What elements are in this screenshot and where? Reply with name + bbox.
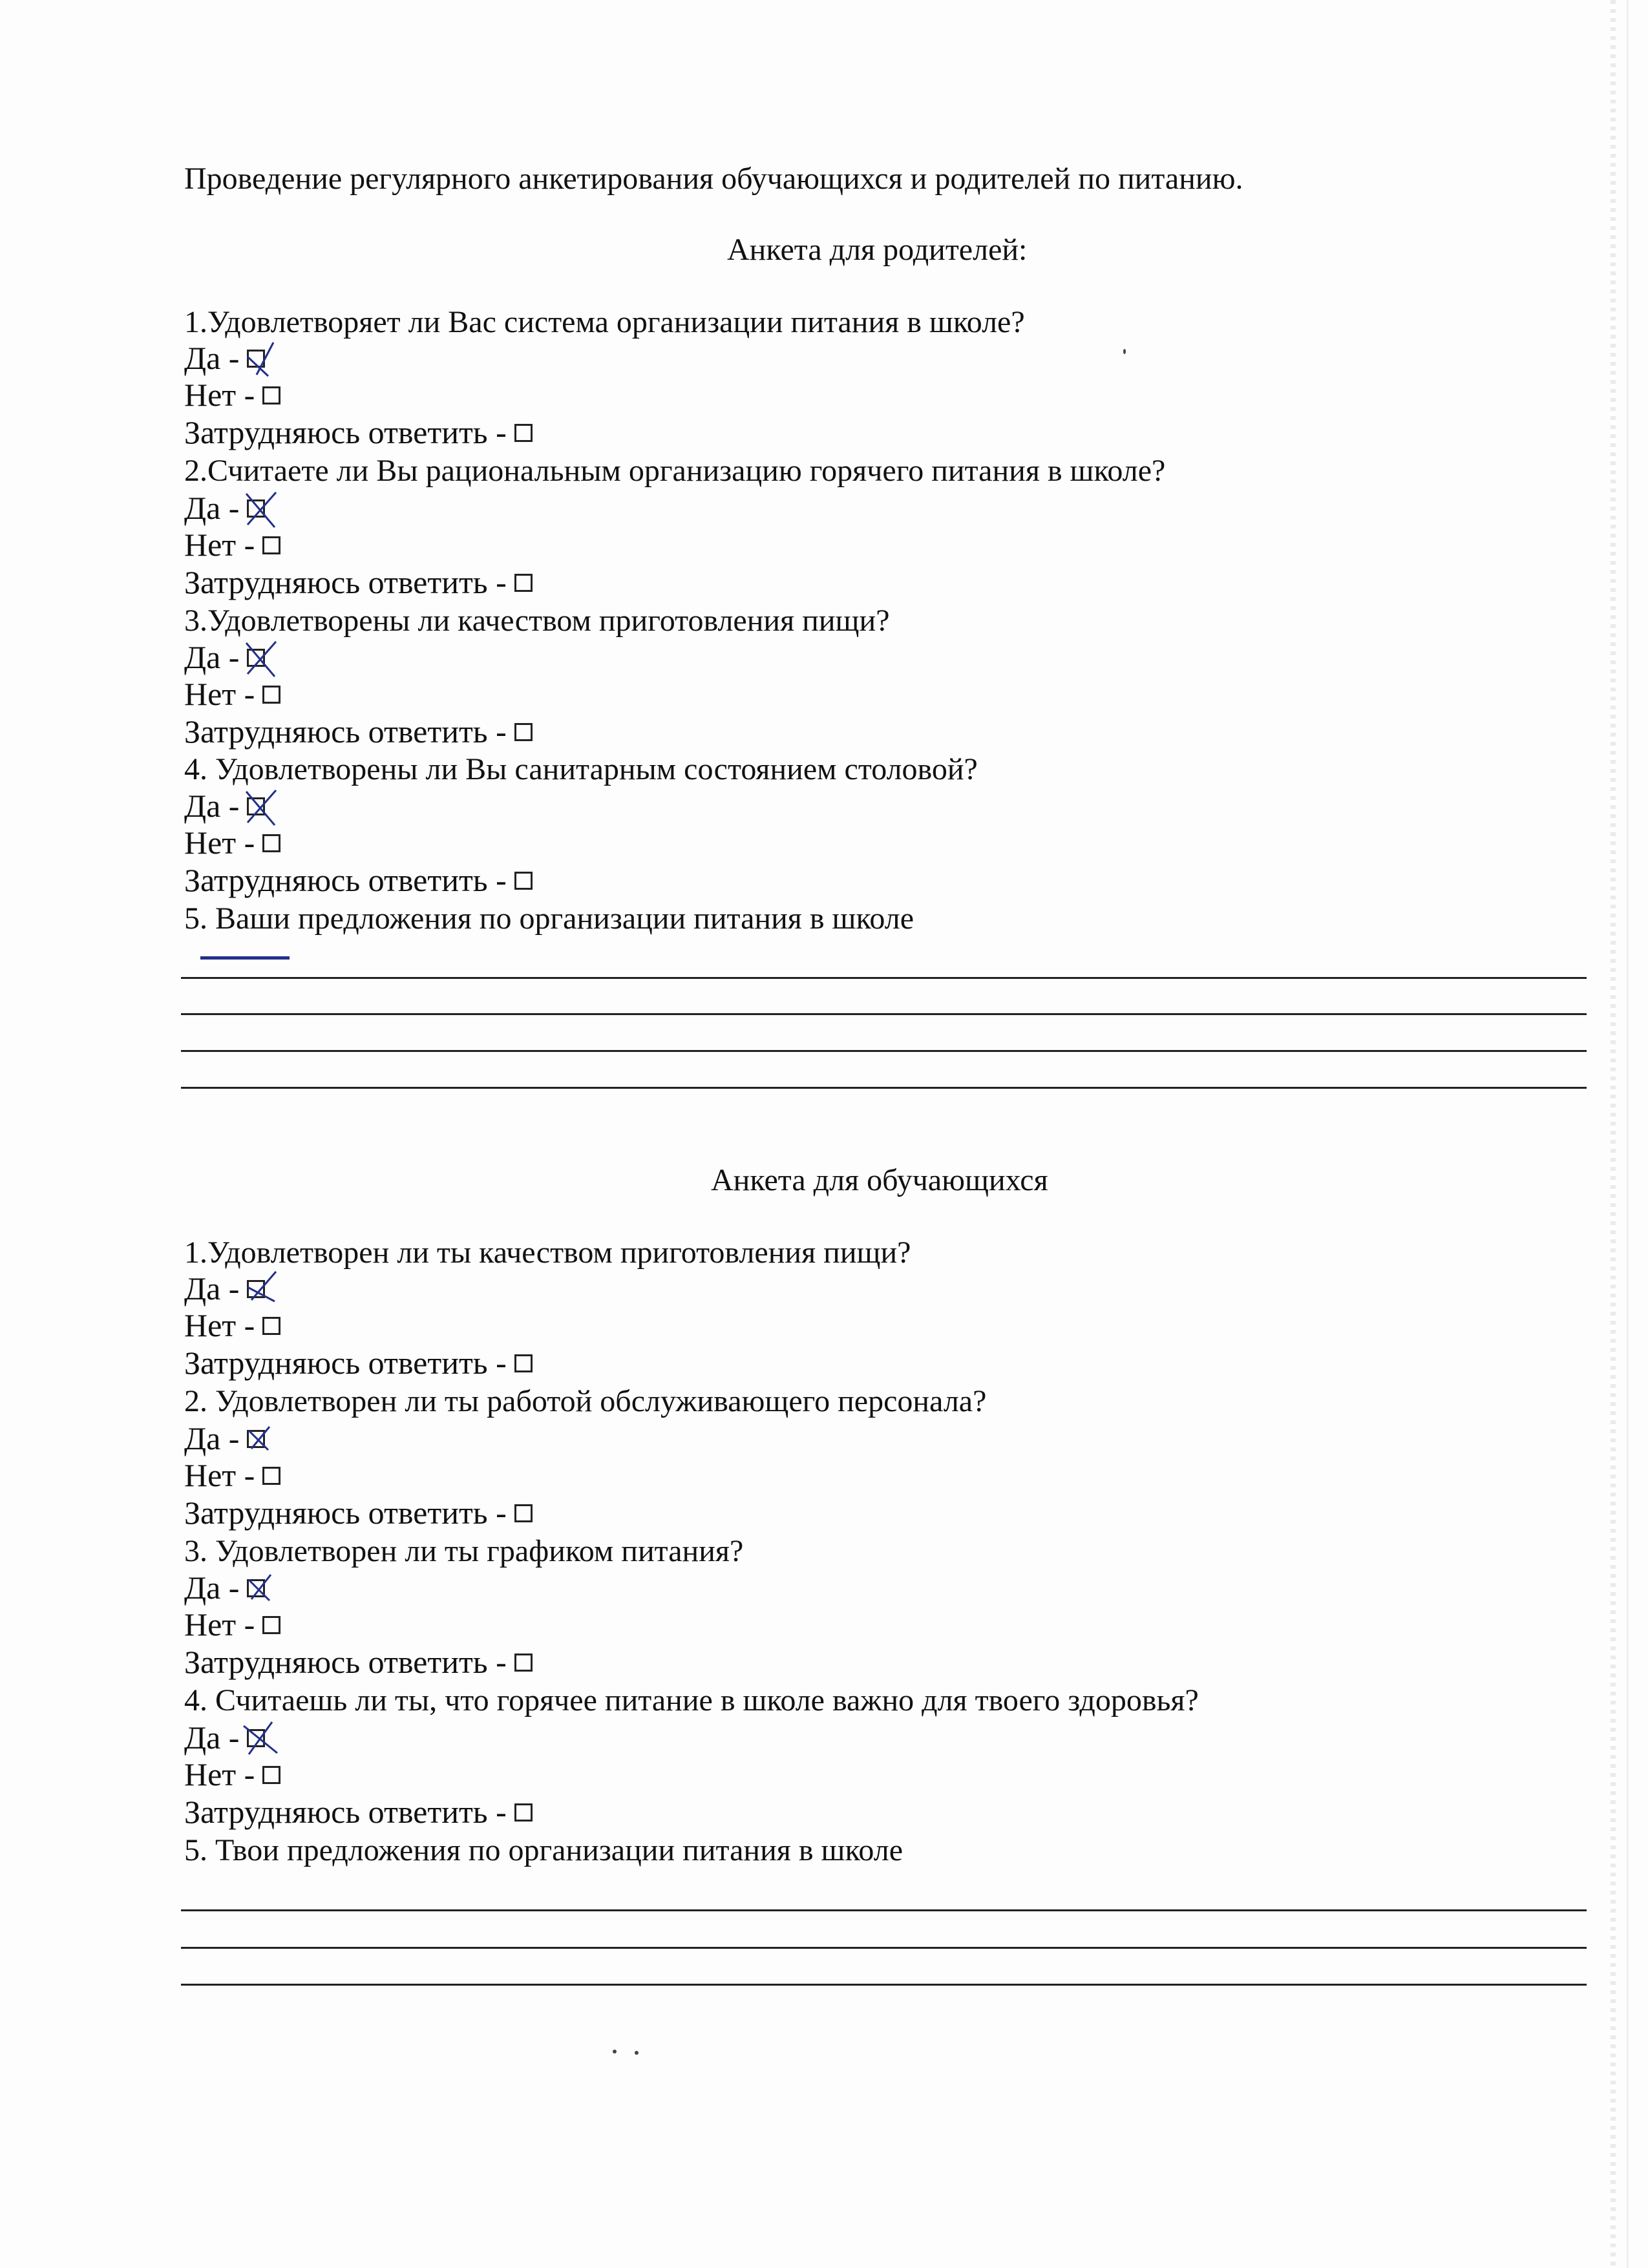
students-q4-option-unsure[interactable] bbox=[184, 1793, 533, 1831]
option-label: Затрудняюсь ответить - bbox=[184, 414, 507, 450]
parents-q4-option-no[interactable] bbox=[184, 824, 280, 861]
option-label: Затрудняюсь ответить - bbox=[184, 1794, 507, 1830]
parents-q2-option-yes[interactable] bbox=[184, 489, 265, 527]
parents-question-4: 4. Удовлетворены ли Вы санитарным состоянием столовой? bbox=[184, 752, 978, 786]
parents-question-1: 1.Удовлетворяет ли Вас система организации питания в школе? bbox=[184, 305, 1025, 339]
checkbox[interactable] bbox=[262, 1766, 280, 1784]
students-q2-option-unsure[interactable] bbox=[184, 1494, 533, 1531]
option-label: Нет - bbox=[184, 1457, 255, 1493]
checkbox-checked[interactable] bbox=[247, 1729, 265, 1747]
parents-q3-option-no[interactable] bbox=[184, 675, 280, 713]
parents-answer-line-2[interactable] bbox=[181, 1013, 1587, 1015]
checkbox[interactable] bbox=[262, 834, 280, 852]
parents-q4-option-unsure[interactable] bbox=[184, 861, 533, 899]
checkbox-checked[interactable] bbox=[247, 499, 265, 518]
parents-answer-line-3[interactable] bbox=[181, 1050, 1587, 1052]
students-question-4: 4. Считаешь ли ты, что горячее питание в школе важно для твоего здоровья? bbox=[184, 1683, 1199, 1717]
students-q2-option-yes[interactable] bbox=[184, 1420, 265, 1457]
students-q4-option-no[interactable] bbox=[184, 1756, 280, 1793]
students-answer-line-2[interactable] bbox=[181, 1947, 1587, 1949]
option-label: Нет - bbox=[184, 1756, 255, 1792]
scan-speck bbox=[635, 2051, 639, 2055]
option-label: Да - bbox=[184, 1570, 240, 1606]
checkbox[interactable] bbox=[514, 1654, 533, 1672]
checkbox-checked[interactable] bbox=[247, 1579, 265, 1597]
checkbox-checked[interactable] bbox=[247, 1280, 265, 1298]
parents-q3-option-unsure[interactable] bbox=[184, 713, 533, 750]
checkbox[interactable] bbox=[514, 1354, 533, 1372]
option-label: Нет - bbox=[184, 824, 255, 861]
checkbox[interactable] bbox=[262, 386, 280, 404]
option-label: Нет - bbox=[184, 527, 255, 563]
students-answer-line-3[interactable] bbox=[181, 1984, 1587, 1986]
parents-q3-option-yes[interactable] bbox=[184, 638, 265, 676]
option-label: Да - bbox=[184, 490, 240, 526]
checkbox-checked[interactable] bbox=[247, 649, 265, 667]
students-q3-option-yes[interactable] bbox=[184, 1569, 265, 1606]
students-suggestions-prompt: 5. Твои предложения по организации питания в школе bbox=[184, 1833, 903, 1867]
option-label: Да - bbox=[184, 788, 240, 824]
students-q4-option-yes[interactable] bbox=[184, 1719, 265, 1756]
scan-speck bbox=[1123, 349, 1126, 354]
option-label: Затрудняюсь ответить - bbox=[184, 1644, 507, 1680]
option-label: Затрудняюсь ответить - bbox=[184, 1345, 507, 1381]
page-header: Проведение регулярного анкетирования обучающихся и родителей по питанию. bbox=[184, 162, 1243, 196]
option-label: Нет - bbox=[184, 1606, 255, 1643]
students-answer-line-1[interactable] bbox=[181, 1909, 1587, 1911]
option-label: Нет - bbox=[184, 377, 255, 413]
students-q1-option-unsure[interactable] bbox=[184, 1344, 533, 1381]
students-q1-option-yes[interactable] bbox=[184, 1270, 265, 1307]
checkbox[interactable] bbox=[262, 536, 280, 554]
scan-edge-artifact bbox=[1611, 0, 1616, 2268]
scan-edge-artifact bbox=[1627, 0, 1629, 2268]
parents-answer-line-4[interactable] bbox=[181, 1087, 1587, 1089]
option-label: Затрудняюсь ответить - bbox=[184, 862, 507, 898]
parents-suggestions-prompt: 5. Ваши предложения по организации питания в школе bbox=[184, 901, 914, 936]
option-label: Затрудняюсь ответить - bbox=[184, 1495, 507, 1531]
checkbox[interactable] bbox=[262, 1467, 280, 1485]
option-label: Да - bbox=[184, 1270, 240, 1307]
parents-q4-option-yes[interactable] bbox=[184, 787, 265, 824]
students-question-2: 2. Удовлетворен ли ты работой обслуживающего персонала? bbox=[184, 1384, 987, 1418]
parents-answer-line-1[interactable] bbox=[181, 977, 1587, 979]
checkbox[interactable] bbox=[514, 1803, 533, 1822]
parents-q2-option-unsure[interactable] bbox=[184, 563, 533, 601]
students-q3-option-unsure[interactable] bbox=[184, 1643, 533, 1681]
checkbox[interactable] bbox=[262, 1317, 280, 1335]
parents-q1-option-no[interactable] bbox=[184, 376, 280, 414]
handwritten-dash bbox=[200, 956, 290, 960]
parents-question-3: 3.Удовлетворены ли качеством приготовления пищи? bbox=[184, 604, 890, 638]
checkbox-checked[interactable] bbox=[247, 797, 265, 815]
parents-q1-option-yes[interactable] bbox=[184, 339, 265, 377]
checkbox-checked[interactable] bbox=[247, 1430, 265, 1448]
checkbox-checked[interactable] bbox=[247, 350, 265, 368]
checkbox[interactable] bbox=[514, 574, 533, 592]
option-label: Нет - bbox=[184, 676, 255, 712]
option-label: Затрудняюсь ответить - bbox=[184, 713, 507, 750]
option-label: Да - bbox=[184, 1420, 240, 1456]
students-question-3: 3. Удовлетворен ли ты графиком питания? bbox=[184, 1534, 744, 1568]
students-q1-option-no[interactable] bbox=[184, 1307, 280, 1344]
students-survey-title: Анкета для обучающихся bbox=[711, 1163, 1048, 1197]
scan-speck bbox=[613, 2050, 617, 2053]
checkbox[interactable] bbox=[514, 872, 533, 890]
option-label: Нет - bbox=[184, 1307, 255, 1343]
checkbox[interactable] bbox=[514, 424, 533, 442]
checkbox[interactable] bbox=[262, 686, 280, 704]
option-label: Да - bbox=[184, 1719, 240, 1756]
parents-q2-option-no[interactable] bbox=[184, 526, 280, 563]
parents-survey-title: Анкета для родителей: bbox=[727, 233, 1028, 267]
checkbox[interactable] bbox=[514, 1504, 533, 1522]
students-q2-option-no[interactable] bbox=[184, 1456, 280, 1494]
option-label: Затрудняюсь ответить - bbox=[184, 564, 507, 600]
students-q3-option-no[interactable] bbox=[184, 1606, 280, 1643]
students-question-1: 1.Удовлетворен ли ты качеством приготовления пищи? bbox=[184, 1235, 911, 1270]
checkbox[interactable] bbox=[262, 1616, 280, 1634]
parents-question-2: 2.Считаете ли Вы рациональным организацию горячего питания в школе? bbox=[184, 454, 1166, 488]
option-label: Да - bbox=[184, 639, 240, 675]
checkbox[interactable] bbox=[514, 723, 533, 741]
parents-q1-option-unsure[interactable] bbox=[184, 414, 533, 451]
option-label: Да - bbox=[184, 340, 240, 376]
